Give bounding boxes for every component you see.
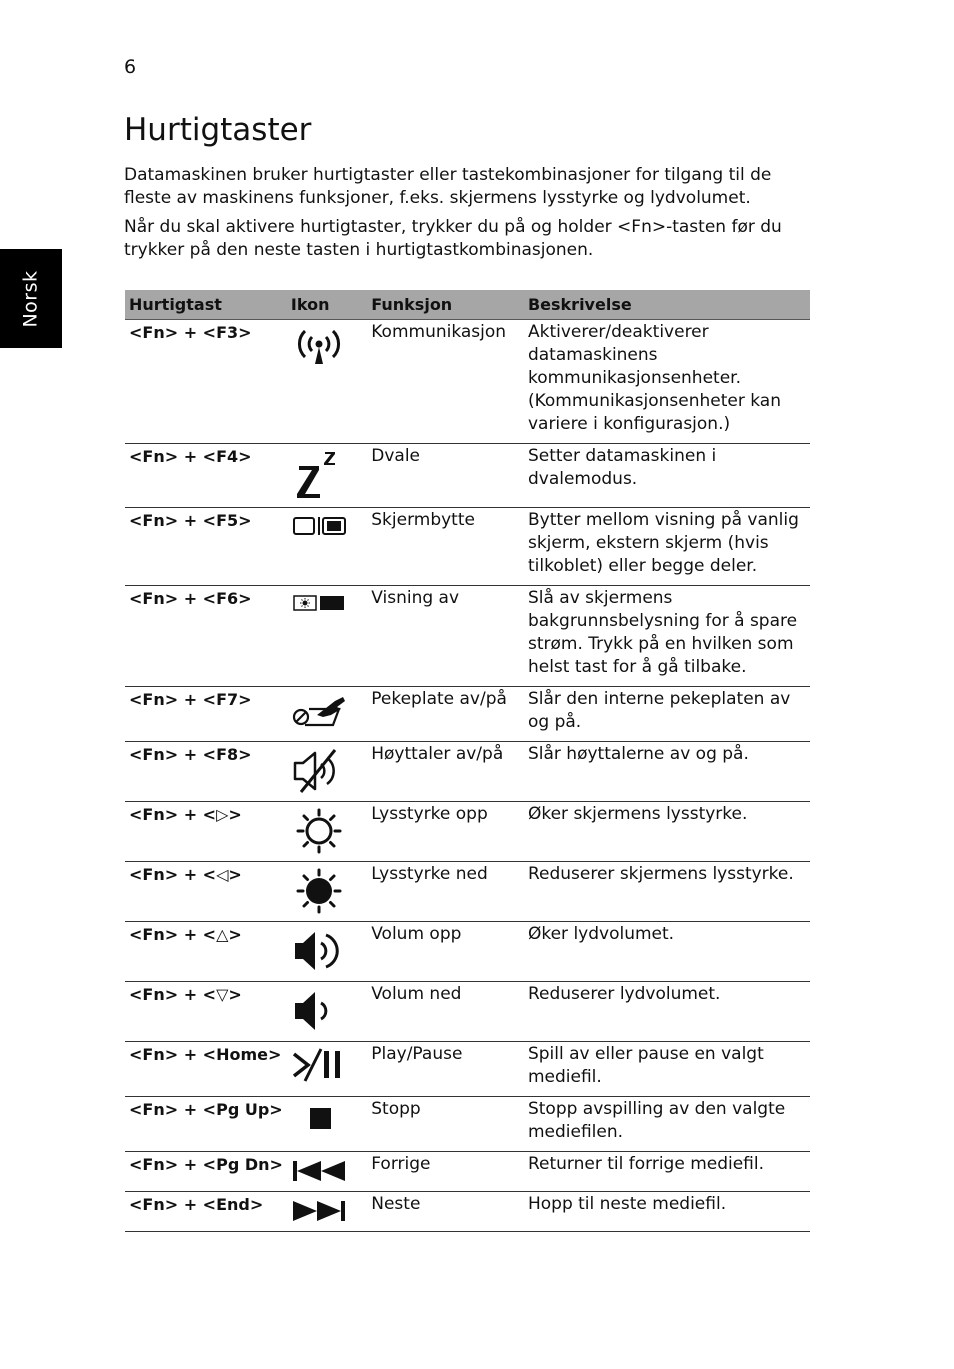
table-row [125,586,810,687]
icon-cell [287,687,367,742]
instruction-paragraph: Når du skal aktivere hurtigtaster, trykker du på og holder <Fn>-tasten før du trykker på den neste tasten i hurtigtastkombinasjonen. [124,217,782,260]
description-cell: Reduserer lydvolumet. [524,982,810,1042]
intro-paragraph: Datamaskinen bruker hurtigtaster eller tastekombinasjoner for tilgang til de fleste av maskinens funksjoner, f.eks. skjermens lysstyrke og lydvolumet. [124,165,772,208]
icon-cell [287,1097,367,1152]
hotkey-cell: <Fn> + <Pg Up> [125,1097,287,1152]
hotkey-cell: <Fn> + <F4> [125,444,287,508]
hotkey-cell: <Fn> + <Home> [125,1042,287,1097]
icon-cell [287,982,367,1042]
language-side-tab [0,249,62,348]
icon-cell [287,1192,367,1232]
hotkey-cell: <Fn> + <△> [125,922,287,982]
table-row [125,922,810,982]
header-function: Funksjon [367,290,524,320]
volume-up-icon [291,928,347,974]
icon-cell [287,508,367,586]
table-row [125,802,810,862]
hotkey-cell: <Fn> + <▽> [125,982,287,1042]
hotkey-cell: <Fn> + <Pg Dn> [125,1152,287,1192]
function-cell: Pekeplate av/på [367,687,524,742]
function-cell: Stopp [367,1097,524,1152]
table-row [125,687,810,742]
icon-cell [287,862,367,922]
table-row [125,508,810,586]
description-cell: Returner til forrige mediefil. [524,1152,810,1192]
function-cell: Kommunikasjon [367,320,524,444]
stop-icon [291,1103,347,1133]
table-row [125,982,810,1042]
description-cell: Hopp til neste mediefil. [524,1192,810,1232]
description-cell: Setter datamaskinen i dvalemodus. [524,444,810,508]
page-title: Hurtigtaster [124,112,312,148]
icon-cell [287,586,367,687]
hotkey-cell: <Fn> + <F5> [125,508,287,586]
hotkey-table [125,290,810,1232]
table-row [125,444,810,508]
function-cell: Dvale [367,444,524,508]
next-track-icon [291,1198,347,1224]
table-row [125,320,810,444]
header-description: Beskrivelse [524,290,810,320]
hotkey-cell: <Fn> + <F3> [125,320,287,444]
brightness-up-icon [291,808,347,854]
icon-cell [287,320,367,444]
hotkey-cell: <Fn> + <F7> [125,687,287,742]
function-cell: Forrige [367,1152,524,1192]
icon-cell [287,922,367,982]
icon-cell [287,802,367,862]
hotkey-cell: <Fn> + <End> [125,1192,287,1232]
brightness-down-icon [291,868,347,914]
function-cell: Skjermbytte [367,508,524,586]
sleep-icon [291,450,347,500]
table-row [125,862,810,922]
function-cell: Play/Pause [367,1042,524,1097]
description-cell: Spill av eller pause en valgt mediefil. [524,1042,810,1097]
description-cell: Slår høyttalerne av og på. [524,742,810,802]
description-cell: Øker lydvolumet. [524,922,810,982]
table-header-row [125,290,810,320]
wireless-icon [291,326,347,366]
header-hotkey: Hurtigtast [125,290,287,320]
description-cell: Aktiverer/deaktiverer datamaskinens kommunikasjonsenheter. (Kommunikasjonsenheter kan variere i konfigurasjon.) [524,320,810,444]
table-row [125,1192,810,1232]
icon-cell [287,1152,367,1192]
function-cell: Neste [367,1192,524,1232]
icon-cell [287,1042,367,1097]
function-cell: Visning av [367,586,524,687]
icon-cell [287,742,367,802]
hotkey-cell: <Fn> + <◁> [125,862,287,922]
description-cell: Slår den interne pekeplaten av og på. [524,687,810,742]
hotkey-cell: <Fn> + <F8> [125,742,287,802]
page-number: 6 [124,56,137,78]
description-cell: Slå av skjermens bakgrunnsbelysning for å spare strøm. Trykk på en hvilken som helst tast for å gå tilbake. [524,586,810,687]
function-cell: Volum ned [367,982,524,1042]
previous-track-icon [291,1158,347,1184]
screen-off-icon [291,592,347,614]
hotkey-cell: <Fn> + <F6> [125,586,287,687]
function-cell: Lysstyrke opp [367,802,524,862]
table-row [125,1097,810,1152]
icon-cell [287,444,367,508]
touchpad-toggle-icon [291,693,347,727]
play-pause-icon [291,1048,347,1082]
volume-down-icon [291,988,347,1034]
description-cell: Øker skjermens lysstyrke. [524,802,810,862]
function-cell: Volum opp [367,922,524,982]
display-toggle-icon [291,514,347,538]
table-row [125,742,810,802]
description-cell: Bytter mellom visning på vanlig skjerm, ekstern skjerm (hvis tilkoblet) eller begge deler. [524,508,810,586]
function-cell: Lysstyrke ned [367,862,524,922]
function-cell: Høyttaler av/på [367,742,524,802]
hotkey-cell: <Fn> + <▷> [125,802,287,862]
description-cell: Reduserer skjermens lysstyrke. [524,862,810,922]
speaker-mute-icon [291,748,347,794]
description-cell: Stopp avspilling av den valgte mediefilen. [524,1097,810,1152]
table-row [125,1042,810,1097]
header-icon: Ikon [287,290,367,320]
table-row [125,1152,810,1192]
side-tab-label: Norsk [20,269,42,328]
